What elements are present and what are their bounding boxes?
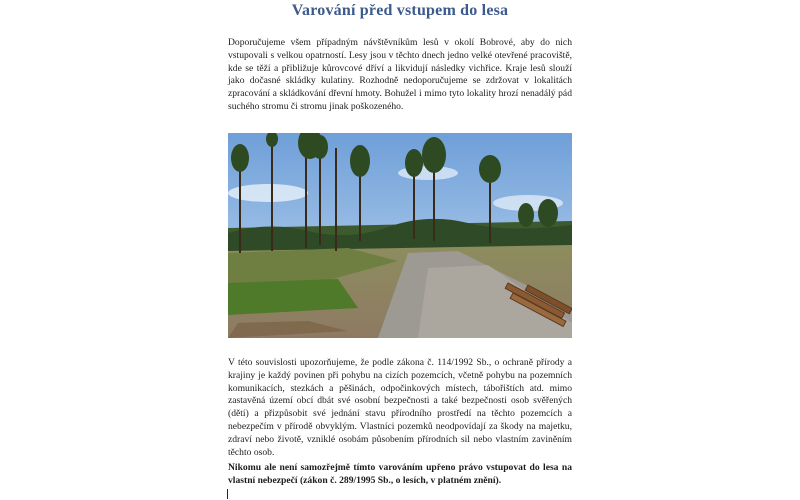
page-title: Varování před vstupem do lesa [291, 2, 509, 19]
intro-paragraph: Doporučujeme všem případným návštěvníkům lesů v okolí Bobrové, aby do nich vstupovali s velkou opatrností. Lesy jsou v těchto dnech jedno velké otevřené pracoviště, kde se těží a přibližuje kůrovcové dříví a likvidují následky vichřice. Kraje lesů slouží jako dočasné skládky kulatiny. Rozhodně nedoporučujeme se zdržovat v lokalitách zpracování a skládkování dřevní hmoty. Bohužel i mimo tyto lokality hrozí nenadálý pád suchého stromu či stromu jinak poškozeného. [228, 37, 572, 112]
forest-clearing-photo [228, 133, 572, 338]
disclaimer-paragraph: Nikomu ale není samozřejmě tímto varováním upřeno právo vstupovat do lesa na vlastní nebezpečí (zákon č. 289/1995 Sb., o lesích, v platném znění). [228, 462, 572, 486]
legal-notice-paragraph: V této souvislosti upozorňujeme, že podle zákona č. 114/1992 Sb., o ochraně přírody a krajiny je každý povinen při pohybu na cizích pozemcích, včetně pohybu na pozemních komunikacích, stezkách a pěšinách, odpočinkových místech, tábořištích atd. mimo zastavěná území obcí dbát své osobní bezpečnosti a také bezpečnosti osob svěřených (dětí) a přizpůsobit své jednání stavu přírodního prostředí na těchto pozemcích a nebezpečím v přírodě obvyklým. Vlastníci pozemků neodpovídají za škody na majetku, zdraví nebo životě, vzniklé osobám působením přírodních sil nebo vlastním zaviněním těchto osob. [228, 357, 572, 458]
text-cursor [227, 489, 228, 499]
